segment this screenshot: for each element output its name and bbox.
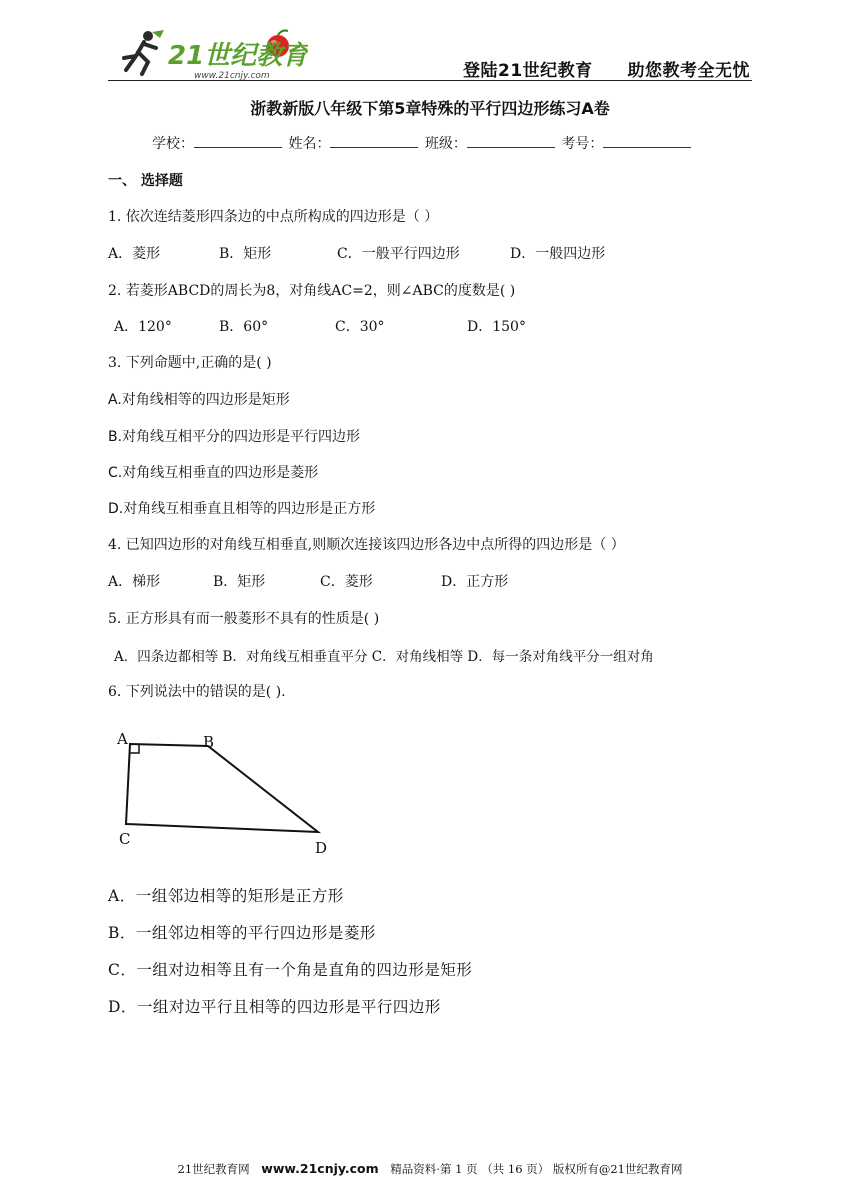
logo-text: 21世纪教育 [168, 41, 308, 71]
q4-option-d: D．正方形 [441, 574, 509, 590]
footer-left: 21世纪教育网 [177, 1162, 250, 1176]
quadrilateral-shape [126, 744, 318, 832]
q1-option-a: A．菱形 [108, 246, 161, 262]
vertex-label-a: A [117, 730, 128, 748]
q1-option-d: D．一般四边形 [510, 246, 606, 262]
right-angle-marker [130, 744, 139, 753]
q5-option-a: A．四条边都相等 [114, 649, 219, 665]
footer-url[interactable]: www.21cnjy.com [261, 1161, 379, 1176]
exam-no-label: 考号： [561, 136, 604, 152]
name-blank[interactable] [330, 133, 418, 148]
question-4-stem: 4. 已知四边形的对角线互相垂直,则顺次连接该四边形各边中点所得的四边形是（ ） [108, 537, 625, 553]
q6-option-c: C．一组对边相等且有一个角是直角的四边形是矩形 [108, 961, 473, 979]
header-rule [108, 80, 752, 81]
q4-option-a: A．梯形 [108, 574, 161, 590]
q2-option-c: C．30° [335, 319, 385, 335]
question-3-stem: 3. 下列命题中,正确的是( ) [108, 355, 272, 371]
vertex-label-b: B [203, 733, 215, 751]
name-label: 姓名： [288, 136, 331, 152]
q6-option-d: D．一组对边平行且相等的四边形是平行四边形 [108, 998, 441, 1016]
logo-url: www.21cnjy.com [194, 71, 270, 81]
q2-option-d: D．150° [467, 319, 526, 335]
q2-option-b: B．60° [219, 319, 269, 335]
question-6-stem: 6. 下列说法中的错误的是( ). [108, 684, 286, 700]
question-5-stem: 5. 正方形具有而一般菱形不具有的性质是( ) [108, 611, 380, 627]
q1-option-c: C．一般平行四边形 [337, 246, 460, 262]
vertex-label-c: C [119, 830, 131, 848]
q5-option-c: C．对角线相等 [371, 649, 464, 665]
q3-option-a: A.对角线相等的四边形是矩形 [108, 392, 290, 408]
question-2-stem: 2. 若菱形ABCD的周长为8，对角线AC=2，则∠ABC的度数是( ) [108, 283, 516, 299]
footer-right: 精品资料·第 1 页 （共 16 页） 版权所有@21世纪教育网 [390, 1162, 683, 1176]
q6-option-b: B．一组邻边相等的平行四边形是菱形 [108, 924, 376, 942]
q5-options [114, 645, 654, 665]
class-blank[interactable] [467, 133, 555, 148]
class-label: 班级： [424, 136, 467, 152]
school-blank[interactable] [194, 133, 282, 148]
q1-option-b: B．矩形 [219, 246, 272, 262]
q3-option-c: C.对角线互相垂直的四边形是菱形 [108, 465, 319, 481]
q4-option-c: C．菱形 [320, 574, 373, 590]
vertex-label-d: D [315, 839, 328, 857]
q3-option-b: B.对角线互相平分的四边形是平行四边形 [108, 429, 361, 445]
school-label: 学校： [152, 136, 194, 152]
q2-option-a: A．120° [114, 319, 172, 335]
slogan-left: 登陆21世纪教育 [462, 61, 593, 81]
section-heading: 一、 选择题 [108, 173, 183, 189]
running-figure-icon [124, 30, 164, 74]
q4-option-b: B．矩形 [213, 574, 266, 590]
exam-no-blank[interactable] [603, 133, 691, 148]
q3-option-d: D.对角线互相垂直且相等的四边形是正方形 [108, 501, 376, 517]
header-slogan [463, 56, 750, 81]
student-info-line [152, 133, 693, 153]
q6-option-a: A．一组邻边相等的矩形是正方形 [108, 887, 344, 905]
page-footer [0, 1161, 860, 1177]
document-title: 浙教新版八年级下第5章特殊的平行四边形练习A卷 [250, 99, 610, 118]
q5-option-d: D．每一条对角线平分一组对角 [467, 649, 654, 665]
q5-option-b: B．对角线互相垂直平分 [222, 649, 368, 665]
site-logo [108, 28, 308, 82]
slogan-right: 助您教考全无忧 [627, 61, 750, 81]
quadrilateral-figure [108, 722, 338, 862]
question-1-stem: 1. 依次连结菱形四条边的中点所构成的四边形是（ ） [108, 209, 439, 225]
